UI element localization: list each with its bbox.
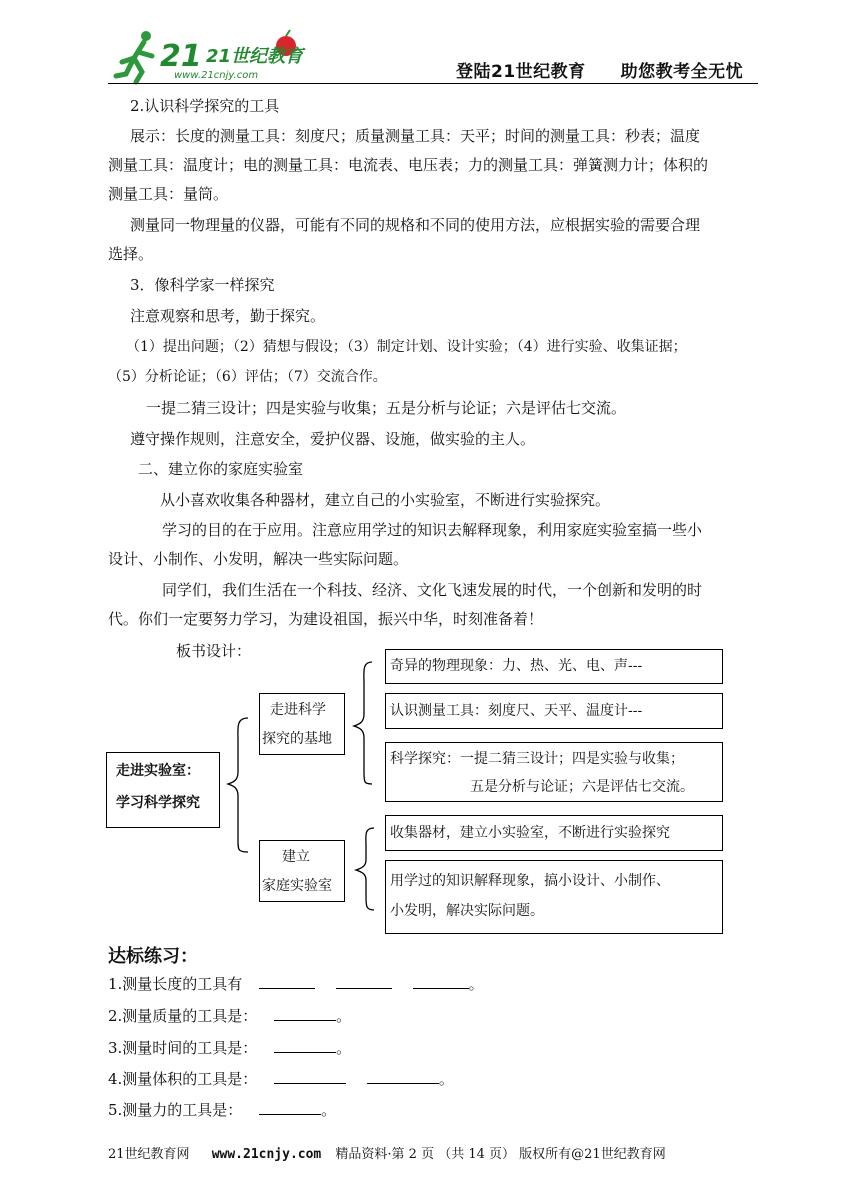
period-mark: 。	[468, 975, 484, 993]
exercise-question-2	[108, 1005, 351, 1027]
paragraph-line: 选择。	[108, 245, 154, 263]
diagram-leaf-label: 五是分析与论证；六是评估七交流。	[470, 779, 694, 795]
answer-blank[interactable]	[274, 1037, 336, 1053]
page-footer	[108, 1143, 666, 1162]
paragraph-line: 注意观察和思考，勤于探究。	[130, 307, 326, 325]
paragraph-line: （1）提出问题；（2）猜想与假设；（3）制定计划、设计实验；（4）进行实验、收集证据；	[126, 339, 687, 355]
footer-url-link[interactable]: www.21cnjy.com	[211, 1147, 322, 1162]
paragraph-line: 设计、小制作、小发明，解决一些实际问题。	[108, 550, 409, 568]
svg-text:21世纪教育: 21世纪教育	[206, 46, 304, 67]
answer-blank[interactable]	[413, 973, 469, 989]
question-text: 4.测量体积的工具是：	[108, 1070, 258, 1088]
diagram-root-label: 走进实验室：	[116, 763, 200, 779]
section-heading-explore: 3．像科学家一样探究	[130, 276, 275, 294]
answer-blank[interactable]	[367, 1068, 439, 1084]
period-mark: 。	[336, 1007, 352, 1025]
exercise-question-3	[108, 1037, 351, 1059]
exercise-question-1	[108, 973, 484, 995]
answer-blank[interactable]	[259, 973, 315, 989]
paragraph-line: （5）分析论证；（6）评估；（7）交流合作。	[108, 369, 387, 385]
paragraph-line: 测量工具：量筒。	[108, 185, 229, 203]
paragraph-line: 遵守操作规则，注意安全，爱护仪器、设施，做实验的主人。	[130, 430, 536, 448]
paragraph-line: 测量同一物理量的仪器，可能有不同的规格和不同的使用方法，应根据实验的需要合理	[130, 216, 701, 234]
period-mark: 。	[336, 1039, 352, 1057]
question-text: 5.测量力的工具是：	[108, 1101, 243, 1119]
footer-site: 21世纪教育网	[108, 1147, 190, 1162]
exercise-question-5	[108, 1099, 336, 1121]
footer-info: 精品资料·第 2 页 （共 14 页） 版权所有@21世纪教育网	[335, 1147, 666, 1162]
answer-blank[interactable]	[274, 1068, 346, 1084]
diagram-leaf-label: 科学探究：一提二猜三设计；四是实验与收集；	[390, 751, 684, 767]
section-heading-tools: 2.认识科学探究的工具	[130, 97, 280, 115]
paragraph-line: 代。你们一定要努力学习，为建设祖国，振兴中华，时刻准备着！	[108, 610, 544, 628]
section-heading-home-lab: 二、建立你的家庭实验室	[138, 460, 304, 478]
diagram-leaf-label: 收集器材，建立小实验室，不断进行实验探究	[390, 825, 670, 841]
paragraph-line: 展示：长度的测量工具：刻度尺；质量测量工具：天平；时间的测量工具：秒表；温度	[130, 127, 701, 145]
exercises-title: 达标练习：	[108, 946, 198, 967]
diagram-root-label: 学习科学探究	[116, 795, 200, 811]
paragraph-line: 学习的目的在于应用。注意应用学过的知识去解释现象，利用家庭实验室搞一些小	[162, 521, 703, 539]
paragraph-line: 测量工具：温度计；电的测量工具：电流表、电压表；力的测量工具：弹簧测力计；体积的	[108, 156, 709, 174]
diagram-leaf-label: 小发明，解决实际问题。	[390, 903, 544, 919]
paragraph-line: 同学们，我们生活在一个科技、经济、文化飞速发展的时代，一个创新和发明的时	[162, 581, 703, 599]
diagram-branch-label: 走进科学	[270, 702, 326, 718]
question-text: 2.测量质量的工具是：	[108, 1007, 258, 1025]
svg-text:www.21cnjy.com: www.21cnjy.com	[174, 70, 259, 81]
answer-blank[interactable]	[336, 973, 392, 989]
paragraph-line: 从小喜欢收集各种器材，建立自己的小实验室，不断进行实验探究。	[160, 491, 611, 509]
diagram-leaf-label: 认识测量工具：刻度尺、天平、温度计---	[390, 703, 643, 719]
diagram-branch-label: 探究的基地	[262, 731, 332, 747]
answer-blank[interactable]	[259, 1099, 321, 1115]
period-mark: 。	[321, 1101, 337, 1119]
svg-text:21: 21	[160, 39, 202, 74]
answer-blank[interactable]	[274, 1005, 336, 1021]
board-design-label: 板书设计：	[176, 642, 252, 660]
question-text: 3.测量时间的工具是：	[108, 1039, 258, 1057]
diagram-branch-label: 建立	[282, 849, 310, 865]
period-mark: 。	[438, 1070, 454, 1088]
paragraph-line: 一提二猜三设计；四是实验与收集；五是分析与论证；六是评估七交流。	[146, 399, 627, 417]
header-slogan: 登陆21世纪教育 助您教考全无忧	[456, 62, 744, 82]
diagram-leaf-label: 用学过的知识解释现象，搞小设计、小制作、	[390, 873, 670, 889]
diagram-leaf-label: 奇异的物理现象：力、热、光、电、声---	[390, 658, 643, 674]
exercise-question-4	[108, 1068, 454, 1090]
question-text: 1.测量长度的工具有	[108, 975, 243, 993]
diagram-branch-label: 家庭实验室	[262, 878, 332, 894]
